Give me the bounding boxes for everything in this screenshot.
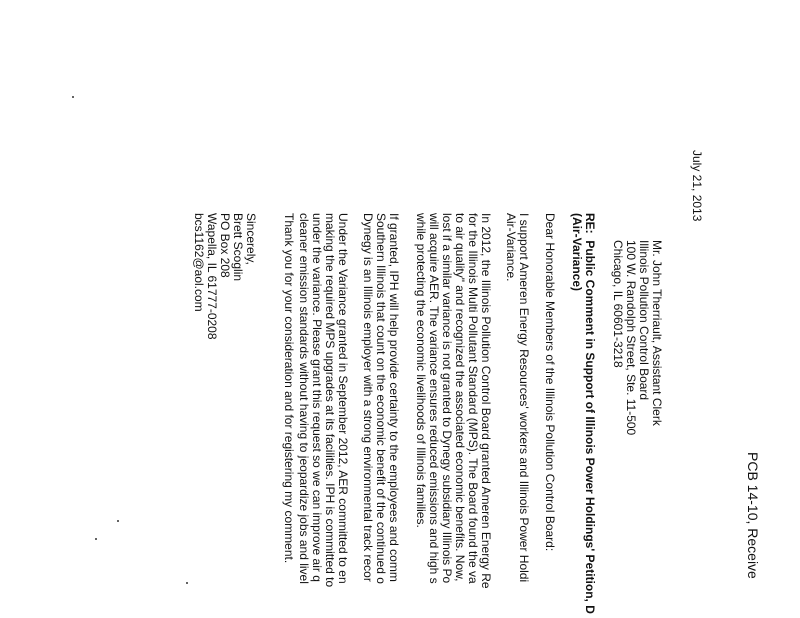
subject-line: (Air-Variance): [570, 213, 584, 292]
paragraph-line: In 2012, the Illinois Pollution Control Board granted Ameren Energy Re: [479, 213, 493, 589]
recipient-line: 100 W. Randolph Street, Ste. 11-500: [624, 240, 638, 436]
signature-line: PO Box 208: [218, 213, 232, 278]
paragraph-line: for the Illinois Multi Pollutant Standard (MPS). The Board found the va: [466, 213, 480, 584]
paragraph-line: Southern Illinois that count on the economic benefit of the continued o: [374, 213, 388, 584]
recipient-line: Chicago, IL 60601-3218: [611, 240, 625, 368]
paragraph-line: making the required MPS upgrades at its facilities. IPH is committed to: [323, 213, 337, 588]
signature-line: Wapella, IL 61777-0208: [205, 213, 219, 340]
paragraph-line: Thank you for your consideration and for registering my comment.: [282, 213, 296, 564]
paragraph-line: I support Ameren Energy Resources' workers and Illinois Power Holdi: [517, 213, 531, 583]
recipient-line: Illinois Pollution Control Board: [637, 240, 651, 401]
paragraph-line: Air-Variance.: [504, 213, 518, 282]
closing: Sincerely,: [244, 213, 258, 265]
scan-speck: [186, 582, 188, 584]
paragraph-line: Under the Variance granted in September 2012, AER committed to en: [336, 213, 350, 584]
paragraph-line: If granted, IPH will help provide certainty to the employees and comm: [387, 213, 401, 582]
scan-speck: [72, 96, 74, 98]
recipient-line: Mr. John Therriault, Assistant Clerk: [650, 240, 664, 426]
paragraph-line: cleaner emission standards without having to jeopardize jobs and livel: [297, 213, 311, 584]
letter-date: July 21, 2013: [690, 150, 704, 222]
paragraph-line: will acquire AER. The variance ensures reduced emissions and high s: [427, 213, 441, 584]
salutation: Dear Honorable Members of the Illinois Pollution Control Board:: [543, 213, 557, 552]
paragraph-line: Dynegy is an Illinois employer with a strong environmental track recor: [361, 213, 375, 582]
scan-speck: [117, 520, 119, 522]
paragraph-line: under the variance. Please grant this request so we can improve air q: [310, 213, 324, 582]
signature-line: Brett Scoglin: [231, 213, 245, 282]
paragraph-line: lost if a similar variance is not granted to Dynegy subsidiary Illinois Po: [440, 213, 454, 584]
signature-line: bcs1162@aol.com: [192, 213, 206, 312]
paragraph-line: to air quality" and recognized the associated economic benefits. Now,: [453, 213, 467, 582]
scan-speck: [95, 538, 97, 540]
docket-stamp: PCB 14-10, Receive: [745, 452, 761, 579]
subject-line: RE: Public Comment in Support of Illinois Power Holdings' Petition, D: [583, 213, 597, 614]
paragraph-line: while protecting the economic livelihoods of Illinois families.: [414, 213, 428, 528]
